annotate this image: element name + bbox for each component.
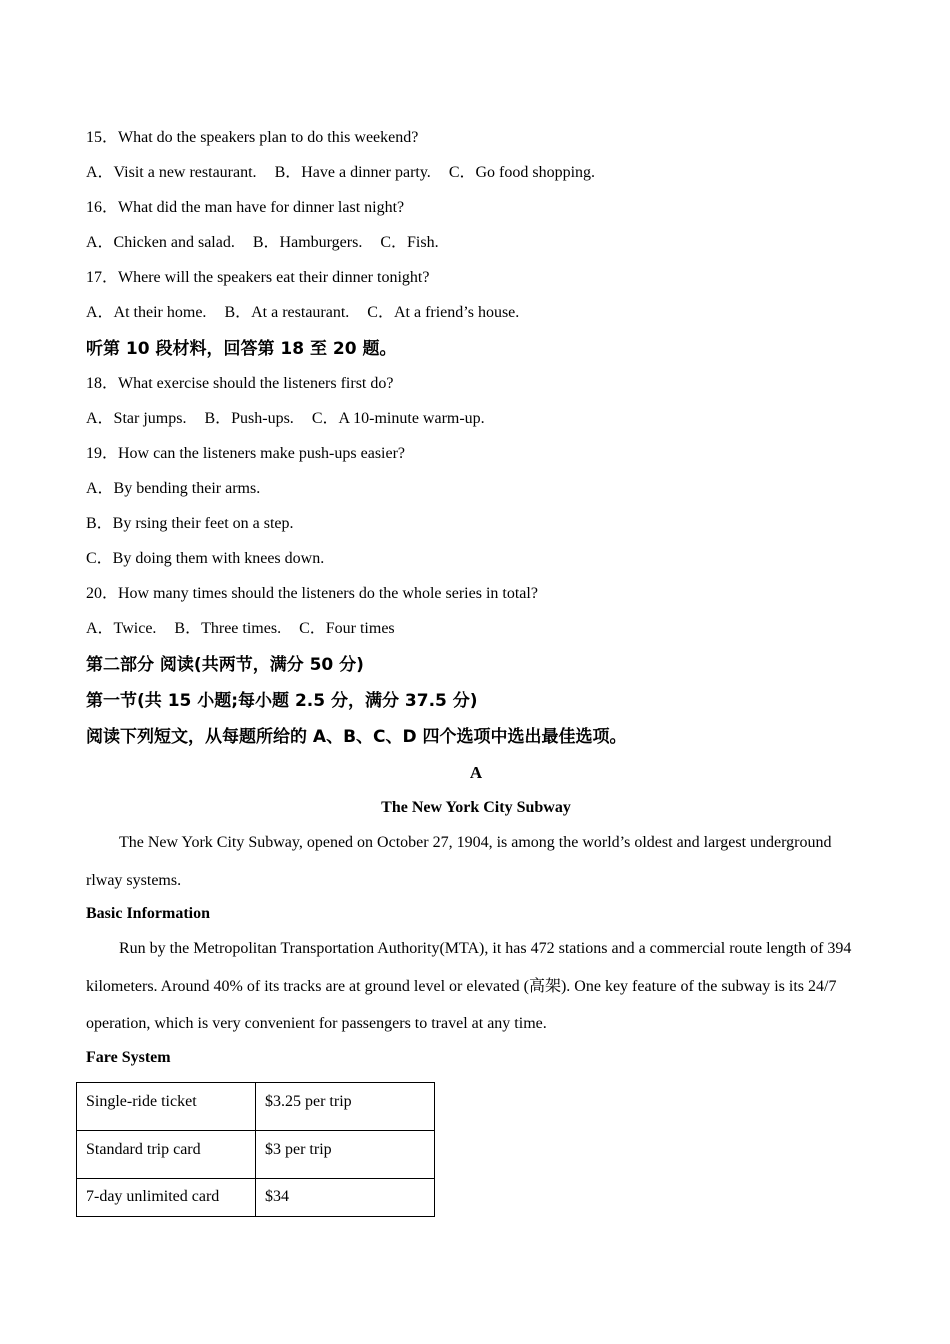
option-c: C．Go food shopping.	[448, 164, 596, 181]
question-19-option-c: C．By doing them with knees down.	[86, 550, 325, 567]
option-b: B．Push-ups.	[204, 410, 294, 427]
basic-info-heading: Basic Information	[86, 905, 210, 922]
fare-ticket-cell: Standard trip card	[77, 1131, 256, 1179]
reading-section-heading: 第一节(共 15 小题;每小题 2.5 分，满分 37.5 分)	[86, 691, 478, 711]
fare-price-cell: $3.25 per trip	[256, 1083, 435, 1131]
exam-page	[86, 127, 866, 1082]
fare-price-cell: $3 per trip	[256, 1131, 435, 1179]
option-c: C．At a friend’s house.	[367, 304, 520, 321]
option-a: A．Chicken and salad.	[86, 234, 235, 251]
question-19: 19．How can the listeners make push-ups easier?	[86, 445, 406, 462]
fare-system-heading: Fare System	[86, 1048, 171, 1066]
question-17-options	[86, 302, 866, 337]
question-15: 15．What do the speakers plan to do this weekend?	[86, 129, 419, 146]
fare-price-cell: $34	[256, 1179, 435, 1217]
option-b: B．At a restaurant.	[224, 304, 350, 321]
question-15-options	[86, 162, 866, 197]
option-a: A．Star jumps.	[86, 410, 187, 427]
question-18: 18．What exercise should the listeners first do?	[86, 375, 394, 392]
reading-instruction: 阅读下列短文，从每题所给的 A、B、C、D 四个选项中选出最佳选项。	[86, 727, 627, 747]
basic-info-text: Run by the Metropolitan Transportation Authority(MTA), it has 472 stations and a commercial route length of 394 kilometers. Around 40% of its tracks are at ground level or elevated (高架). One key feature of the subway is its 24/7 operation, which is very convenient for passengers to travel at any time.	[86, 940, 852, 1032]
option-a: A．Visit a new restaurant.	[86, 164, 257, 181]
question-18-options	[86, 408, 866, 443]
option-b: B．Hamburgers.	[252, 234, 363, 251]
question-20: 20．How many times should the listeners do the whole series in total?	[86, 585, 538, 602]
option-c: C．A 10-minute warm-up.	[311, 410, 485, 427]
question-16-options	[86, 232, 866, 267]
table-row	[77, 1083, 435, 1131]
section-10-heading: 听第 10 段材料，回答第 18 至 20 题。	[86, 339, 397, 359]
question-19-option-b: B．By rsing their feet on a step.	[86, 515, 294, 532]
reading-part-heading: 第二部分 阅读(共两节，满分 50 分)	[86, 655, 364, 675]
question-19-option-a: A．By bending their arms.	[86, 480, 261, 497]
table-row	[77, 1131, 435, 1179]
question-20-options	[86, 618, 866, 653]
fare-table	[76, 1082, 435, 1217]
fare-ticket-cell: 7-day unlimited card	[77, 1179, 256, 1217]
fare-ticket-cell: Single-ride ticket	[77, 1083, 256, 1131]
table-row	[77, 1179, 435, 1217]
passage-title: The New York City Subway	[381, 799, 571, 816]
option-c: C．Fish.	[380, 234, 439, 251]
question-16: 16．What did the man have for dinner last night?	[86, 199, 405, 216]
option-a: A．At their home.	[86, 304, 207, 321]
option-b: B．Three times.	[174, 620, 282, 637]
option-a: A．Twice.	[86, 620, 157, 637]
passage-letter: A	[469, 763, 483, 782]
question-17: 17．Where will the speakers eat their dinner tonight?	[86, 269, 430, 286]
option-c: C．Four times	[299, 620, 395, 637]
passage-intro: The New York City Subway, opened on October 27, 1904, is among the world’s oldest and largest underground rlway systems.	[86, 834, 832, 889]
option-b: B．Have a dinner party.	[274, 164, 431, 181]
